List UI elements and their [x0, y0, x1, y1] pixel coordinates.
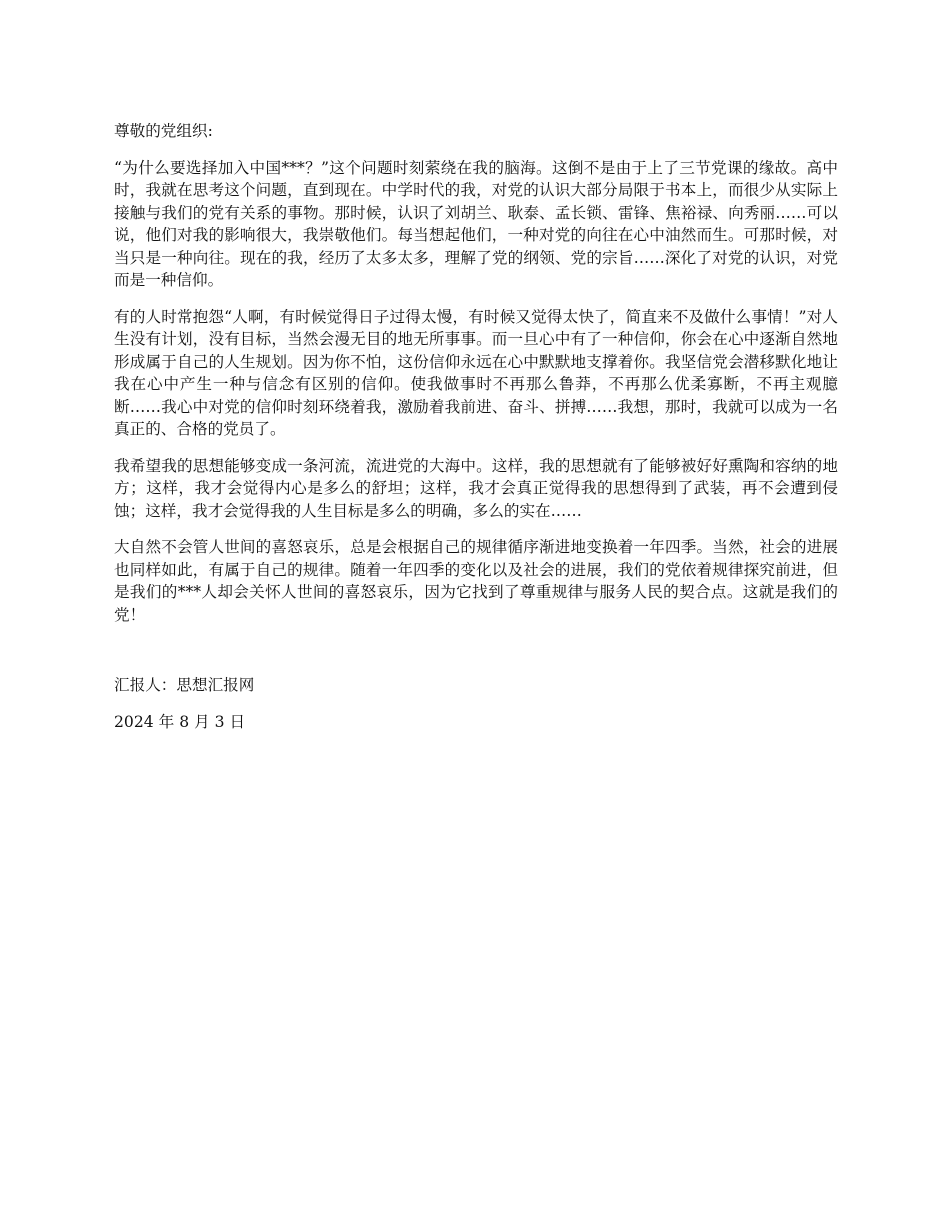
date-line: 2024 年 8 月 3 日 [114, 712, 246, 731]
salutation: 尊敬的党组织: [114, 122, 213, 140]
signature-block [114, 674, 838, 733]
body-paragraph-2: 有的人时常抱怨“人啊，有时候觉得日子过得太慢，有时候又觉得太快了，简直来不及做什么事情！”对人生没有计划，没有目标，当然会漫无目的地无所事事。而一旦心中有了一种信仰，你会在心中逐渐自然地形成属于自己的人生规划。因为你不怕，这份信仰永远在心中默默地支撑着你。我坚信党会潜移默化地让我在心中产生一种与信念有区别的信仰。使我做事时不再那么鲁莽，不再那么优柔寡断，不再主观臆断……我心中对党的信仰时刻环绕着我，激励着我前进、奋斗、拼搏……我想，那时，我就可以成为一名真正的、合格的党员了。 [114, 307, 838, 438]
document-page [114, 120, 838, 733]
body-paragraph-3: 我希望我的思想能够变成一条河流，流进党的大海中。这样，我的思想就有了能够被好好熏陶和容纳的地方；这样，我才会觉得内心是多么的舒坦；这样，我才会真正觉得我的思想得到了武装，再不会遭到侵蚀；这样，我才会觉得我的人生目标是多么的明确，多么的实在…… [114, 456, 838, 520]
reporter-line: 汇报人：思想汇报网 [114, 676, 255, 694]
body-paragraph-1: “为什么要选择加入中国***？”这个问题时刻萦绕在我的脑海。这倒不是由于上了三节党课的缘故。高中时，我就在思考这个问题，直到现在。中学时代的我，对党的认识大部分局限于书本上，而很少从实际上接触与我们的党有关系的事物。那时候，认识了刘胡兰、耿泰、孟长锁、雷锋、焦裕禄、向秀丽……可以说，他们对我的影响很大，我崇敬他们。每当想起他们，一种对党的向往在心中油然而生。可那时候，对当只是一种向往。现在的我，经历了太多太多，理解了党的纲领、党的宗旨……深化了对党的认识，对党而是一种信仰。 [114, 158, 838, 289]
body-paragraph-4: 大自然不会管人世间的喜怒哀乐，总是会根据自己的规律循序渐进地变换着一年四季。当然，社会的进展也同样如此，有属于自己的规律。随着一年四季的变化以及社会的进展，我们的党依着规律探究前进，但是我们的***人却会关怀人世间的喜怒哀乐，因为它找到了尊重规律与服务人民的契合点。这就是我们的党！ [114, 538, 838, 624]
